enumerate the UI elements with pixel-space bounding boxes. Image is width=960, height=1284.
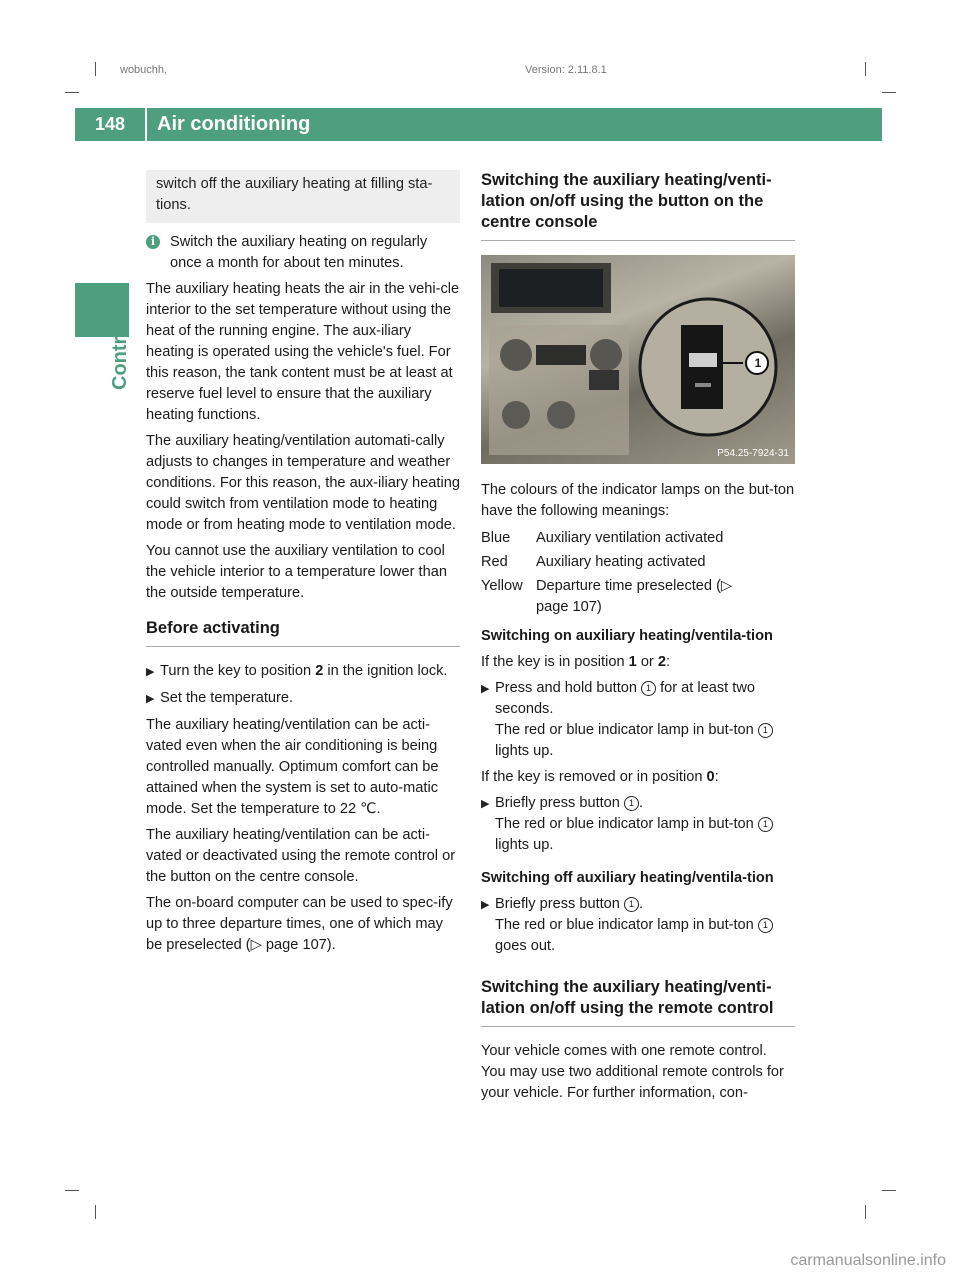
paragraph: You cannot use the auxiliary ventilation to cool the vehicle interior to a temperature lower than the outside temperature. (146, 543, 447, 601)
button-ref-icon: 1 (758, 817, 773, 832)
colour-name: Yellow (481, 578, 523, 594)
step-result: lights up. (495, 837, 554, 853)
condition-text: If the key is removed or in position (481, 769, 707, 785)
step-text: Briefly press button (495, 795, 624, 811)
colour-name: Red (481, 554, 508, 570)
key-position: 2 (315, 663, 324, 679)
section-heading: Switching the auxiliary heating/venti-lation on/off using the remote control (481, 977, 795, 1027)
page-header (75, 108, 882, 141)
paragraph: The auxiliary heating heats the air in the vehi-cle interior to the set temperature without using the heat of the running engine. The aux-iliary heating is operated using the vehicle's fuel. For this reason, the tank content must be at least at reserve fuel level to ensure that the auxiliary heating functions. (146, 281, 460, 423)
watermark (0, 1250, 960, 1271)
condition-text: or (636, 654, 658, 670)
crop-mark (95, 62, 96, 76)
right-column (481, 170, 795, 1109)
instruction-step (481, 793, 795, 856)
crop-mark (882, 92, 896, 93)
paragraph: The auxiliary heating/ventilation can be acti-vated even when the air conditioning is being controlled manually. Optimum comfort can be attained when the system is set to auto-matic mode. Set the temperature to 22 ℃. (146, 717, 439, 817)
info-note (146, 232, 460, 274)
colour-meaning: Auxiliary ventilation activated (536, 530, 724, 546)
button-ref-icon: 1 (758, 918, 773, 933)
crop-mark (882, 1190, 896, 1191)
watermark-text: carmanualsonline.info (790, 1252, 946, 1269)
paragraph: The auxiliary heating/ventilation can be acti-vated or deactivated using the remote control or the button on the centre console. (146, 827, 456, 885)
instruction-step (481, 678, 795, 762)
colour-meaning: Departure time preselected (▷ page 107) (536, 578, 733, 615)
step-text: Briefly press button (495, 896, 624, 912)
section-heading: Before activating (146, 618, 460, 647)
centre-console-illustration (481, 255, 795, 464)
crop-mark (865, 62, 866, 76)
callout-number: 1 (754, 356, 762, 370)
paragraph: The auxiliary heating/ventilation automati-cally adjusts to changes in temperature and weather conditions. For this reason, the aux-iliary heating could switch from ventilation mode to heating mode or from heating mode to ventilation mode. (146, 433, 460, 533)
crop-mark (95, 1205, 96, 1219)
subheading: Switching on auxiliary heating/ventila-tion (481, 628, 773, 644)
step-result: lights up. (495, 743, 554, 759)
condition (481, 652, 795, 673)
meta-right: Version: 2.11.8.1 (525, 64, 607, 76)
step-text: Turn the key to position (160, 663, 316, 679)
step-text: Press and hold button (495, 680, 642, 696)
condition-text: If the key is in position (481, 654, 629, 670)
step-result: The red or blue indicator lamp in but-ton (495, 816, 758, 832)
step-result: The red or blue indicator lamp in but-ton (495, 917, 758, 933)
step-arrow-icon: ▶ (481, 683, 490, 695)
colour-row (481, 528, 795, 549)
condition (481, 767, 795, 788)
info-text: Switch the auxiliary heating on regularly once a month for about ten minutes. (170, 234, 428, 271)
step-result: goes out. (495, 938, 556, 954)
note-box (146, 170, 460, 223)
step-arrow-icon: ▶ (146, 666, 155, 678)
paragraph: The colours of the indicator lamps on the but-ton have the following meanings: (481, 482, 795, 519)
key-position: 2 (657, 654, 666, 670)
paragraph: The on-board computer can be used to spec-ify up to three departure times, one of which may be preselected (▷ page 107). (146, 895, 453, 953)
page-title: Air conditioning (157, 113, 311, 135)
colour-name: Blue (481, 530, 511, 546)
step-text: Set the temperature. (160, 690, 294, 706)
button-ref-icon: 1 (641, 681, 656, 696)
step-arrow-icon: ▶ (481, 798, 490, 810)
centre-console-photo (481, 255, 795, 464)
step-text: . (638, 896, 644, 912)
condition-text: : (665, 654, 671, 670)
crop-mark (65, 1190, 79, 1191)
crop-mark (65, 92, 79, 93)
colour-table (481, 528, 795, 618)
instruction-step (481, 894, 795, 957)
step-text: in the ignition lock. (323, 663, 448, 679)
section-heading: Switching the auxiliary heating/venti-lation on/off using the button on the centre console (481, 170, 795, 241)
instruction-step (146, 688, 460, 710)
note-text: switch off the auxiliary heating at filling sta- tions. (156, 176, 433, 213)
photo-code: P54.25-7924-31 (717, 448, 789, 459)
colour-row (481, 576, 795, 618)
colour-meaning: Auxiliary heating activated (536, 554, 706, 570)
condition-text: : (714, 769, 719, 785)
info-icon: i (146, 235, 160, 249)
crop-mark (865, 1205, 866, 1219)
paragraph: Your vehicle comes with one remote control. You may use two additional remote controls for your vehicle. For further information, con- (481, 1043, 784, 1101)
step-arrow-icon: ▶ (481, 899, 490, 911)
step-text: . (638, 795, 644, 811)
instruction-step (146, 661, 460, 683)
step-arrow-icon: ▶ (146, 693, 155, 705)
step-text: for at least two seconds. (495, 680, 756, 717)
button-ref-icon: 1 (624, 796, 639, 811)
left-column (146, 170, 460, 961)
subheading: Switching off auxiliary heating/ventila-tion (481, 870, 774, 886)
button-ref-icon: 1 (624, 897, 639, 912)
key-position: 0 (706, 769, 715, 785)
colour-row (481, 552, 795, 573)
key-position: 1 (628, 654, 637, 670)
meta-left: wobuchh, (120, 64, 168, 76)
button-ref-icon: 1 (758, 723, 773, 738)
side-tab-label: Controls (109, 307, 131, 390)
step-result: The red or blue indicator lamp in but-ton (495, 722, 758, 738)
page-number: 148 (94, 114, 126, 134)
